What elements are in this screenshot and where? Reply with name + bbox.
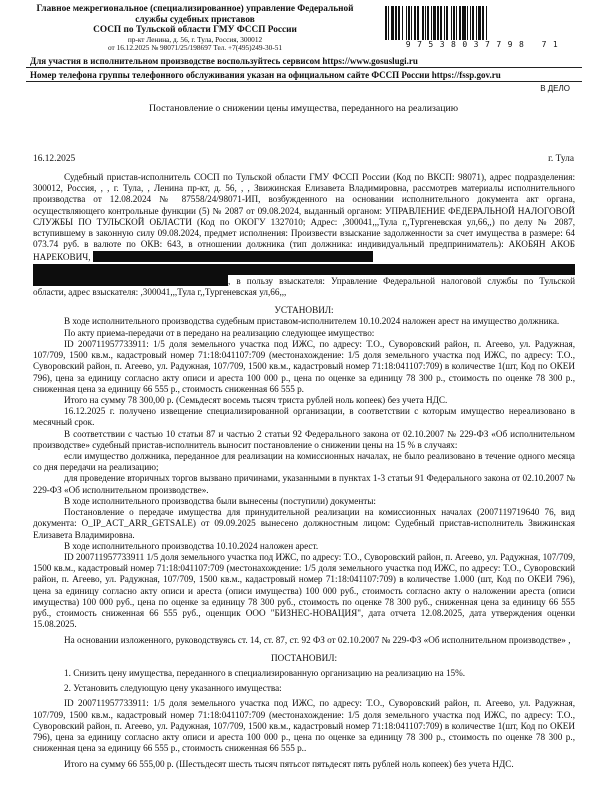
established-paragraph: ID 200711957733911 1/5 доля земельного участка под ИЖС, по адресу: Т.О., Суворовский район, п. Агеево, ул. Радужная, 107/709, 1500 кв.м., кадастровый номер 71:18:041107:709 (местонахождение: 1/5 доля земельного участка под ИЖС, по адресу: Т.О., Суворовский район, п. Агеево, ул. Радужная, 107/709, 1500 кв.м., кадастровый номер 71:18:041107:709) в количестве 1.000 (шт, Код по ОКЕИ 796), цена за единицу согласно акту описи и ареста (описи имущества) 100 000 руб., стоимость согласно акту о наложении ареста (описи имущества) 100 000 руб., цена по оценке за единицу 78 300 руб., стоимость по оценке 78 300 руб., сниженная цена за единицу 66 555 руб., стоимость сниженная 66 555 руб., оценщик ООО "БИЗНЕС-НОВАЦИЯ", дата отчета 12.08.2025, дата утверждения оценки 15.08.2025. (33, 552, 575, 630)
established-paragraph: В соответствии с частью 10 статьи 87 и частью 2 статьи 92 Федерального закона от 02.10.2007 № 229-ФЗ «Об исполнительном производстве» судебный пристав-исполнитель выносит постановление о снижении цены на 15 % в случаях: (33, 428, 575, 450)
document-reference: от 16.12.2025 № 98071/25/198697 Тел. +7(495)249-30-51 (108, 43, 282, 53)
issuing-authority-header (20, 4, 370, 53)
org-address: пр-кт Ленина, д. 56, г. Тула, Россия, 300012 (127, 35, 263, 45)
redaction-block (33, 264, 575, 275)
established-paragraph: 16.12.2025 г. получено извещение специализированной организации, в соответствии с которым имущество нереализовано в месячный срок. (33, 406, 575, 428)
redaction-block (33, 275, 228, 286)
resolution-detail: ID 200711957733911: 1/5 доля земельного участка под ИЖС, по адресу: Т.О., Суворовский район, п. Агеево, ул. Радужная, 107/709, 1500 кв.м., кадастровый номер 71:18:041107:709 (местонахождение: 1/5 доля земельного участка под ИЖС, по адресу: Т.О., Суворовский район, п. Агеево, ул. Радужная, 107/709, 1500 кв.м., кадастровый номер 71:18:041107:709) в количестве 1(шт, Код по ОКЕИ 796), цена за единицу согласно акту описи и ареста 100 000 р., цена по оценке за единицу 78 300 р., стоимость по оценке 78 300 р., сниженная цена за единицу 66 555 р., стоимость сниженная 66 555 р.. (33, 698, 575, 754)
intro-paragraph (33, 172, 575, 263)
file-stamp: В ДЕЛО (540, 84, 570, 93)
established-paragraph: В ходе исполнительного производства судебным приставом-исполнителем 10.10.2024 наложен арест на имущество должника. (64, 316, 560, 327)
section-heading-resolved: ПОСТАНОВИЛ: (270, 652, 338, 663)
document-body (33, 172, 575, 770)
resolution-item: 1. Снизить цену имущества, переданного в специализированную организацию на реализацию на 15%. (64, 667, 466, 678)
barcode-number: 97538037798 71 (405, 40, 565, 49)
established-paragraph: если имущество должника, переданное для реализации на комиссионных началах, не было реализовано в течение одного месяца со дня передачи на реализацию; (33, 451, 575, 473)
document-title: Постановление о снижении цены имущества, переданного на реализацию (148, 103, 459, 114)
org-name-line-2: службы судебных приставов (135, 14, 255, 25)
established-paragraph: На основании изложенного, руководствуясь ст. 14, ст. 87, ст. 92 ФЗ от 02.10.2007 № 229-ФЗ «Об исполнительном производстве» , (64, 634, 571, 645)
document-date: 16.12.2025 (33, 154, 76, 164)
divider (26, 67, 582, 68)
resolution-item: 2. Установить следующую цену указанного имущества: (64, 683, 282, 694)
divider (26, 81, 582, 82)
established-paragraph: В ходе исполнительного производства 10.10.2024 наложен арест. (64, 540, 319, 551)
intro-text: Судебный пристав-исполнитель СОСП по Тульской области ГМУ ФССП России (Код по ВКСП: 98071), адрес подразделения: 300012, Россия, , , г. Тула, , Ленина пр-кт, д. 56, , , Звижинская Елизавета Владимировна, рассмотрев материалы исполнительного производства от 12.08.2024 № 87558/24/98071-ИП, возбужденного на основании исполнительного документа акт органа, осуществляющего контрольные функции (5) № 2087 от 09.08.2024, выданный органом: УПРАВЛЕНИЕ ФЕДЕРАЛЬНОЙ НАЛОГОВОЙ СЛУЖБЫ ПО ТУЛЬСКОЙ ОБЛАСТИ (Код по ОКОГУ 1327010; Адрес: ,300041,,,Тула г,,Тургеневская ул,66,,) по делу № 2087, вступившему в законную силу 09.08.2024, предмет исполнения: Произвести взыскание задолженности за счет имущества в размере: 64 073.74 руб. в валюте по ОКВ: 643, в отношении должника (тип должника: индивидуальный предприниматель): АКОБЯН АКОБ НАРЕКОВИЧ, (33, 172, 575, 262)
org-name-line-1: Главное межрегиональное (специализированное) управление Федеральной (36, 4, 354, 14)
barcode-bar (487, 6, 489, 40)
redaction-block (93, 251, 373, 262)
established-paragraph: ID 200711957733911: 1/5 доля земельного участка под ИЖС, по адресу: Т.О., Суворовский район, п. Агеево, ул. Радужная, 107/709, 1500 кв.м., кадастровый номер 71:18:041107:709 (местонахождение: 1/5 доля земельного участка под ИЖС, по адресу: Т.О., Суворовский район, п. Агеево, ул. Радужная, 107/709, 1500 кв.м., кадастровый номер 71:18:041107:709) в количестве 1(шт, Код по ОКЕИ 796), цена за единицу согласно акту описи и ареста 100 000 р., цена по оценке за единицу 78 300 р., стоимость по оценке 78 300 р., сниженная цена за единицу 66 555 р., стоимость сниженная 66 555 р. (33, 338, 575, 394)
resolution-total: Итого на сумму 66 555,00 р. (Шестьдесят шесть тысяч пятьсот пятьдесят пять рублей ноль копеек) без учета НДС. (64, 758, 514, 769)
established-paragraph: Постановление о передаче имущества для принудительной реализации на комиссионных началах (2007119719640 76, вид документа: O_IP_ACT_ARR_GETSALE) от 09.09.2025 вынесено должностным лицом: Судебный пристав-исполнитель Звижинская Елизавета Владимировна. (33, 507, 575, 540)
gosuslugi-notice: Для участия в исполнительном производстве воспользуйтесь сервисом https://www.gosuslugi.ru (30, 56, 418, 66)
established-paragraph: Итого на сумму 78 300,00 р. (Семьдесят восемь тысяч триста рублей ноль копеек) без учета НДС. (64, 394, 448, 405)
phone-notice: Номер телефона группы телефонного обслуживания указан на официальном сайте ФССП России https://fssp.gov.ru (30, 70, 501, 80)
barcode-image (385, 6, 585, 40)
intro-tail-text: , в пользу взыскателя: Управление Федеральной налоговой службы по Тульской области, адрес взыскателя: ,300041,,,Тула г,,Тургеневская ул,66,,, (33, 275, 575, 297)
established-paragraph: В ходе исполнительного производства были вынесены (поступили) документы: (64, 495, 376, 506)
document-city: г. Тула (548, 154, 574, 164)
org-name-line-3: СОСП по Тульской области ГМУ ФССП России (93, 25, 297, 36)
established-paragraph: для проведение вторичных торгов вызвано причинами, указанными в пунктах 1-3 статьи 91 Федерального закона от 02.10.2007 № 229-ФЗ «Об исполнительном производстве». (33, 473, 575, 495)
section-heading-established: УСТАНОВИЛ: (274, 305, 334, 316)
established-paragraph: По акту приема-передачи от в передано на реализацию следующее имущество: (64, 327, 375, 338)
intro-continuation (33, 275, 575, 298)
